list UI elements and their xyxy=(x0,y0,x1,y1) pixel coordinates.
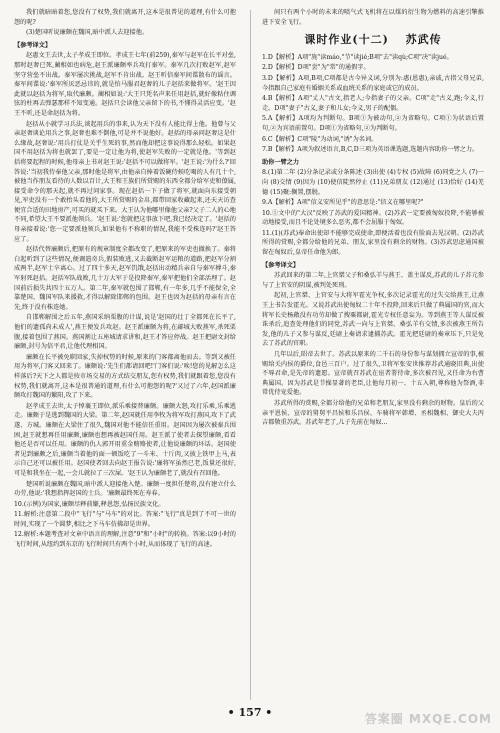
page-number: • 157 • xyxy=(227,706,273,719)
text-paragraph: 赵括代替廉颇后,把原有的规章制度全都改变了,把原来的军吏也撤换了。秦将白起听到了这些情况,便调遣奇兵,假装败逃,又去截断赵军运粮的道路,把赵军分割成两半,赵军士卒离心。过了四十多天,赵军饥饿,赵括出动精兵亲自与秦军搏斗,秦军射死赵括。赵括军队战败,几十万大军于是投降秦军,秦军把他们全部活埋了。赵国前后损失共四十五万人。第二年,秦军就包围了邯郸,有一年多,几乎不能保全,全靠楚国、魏国军队来援救,才得以解除邯郸的包围。赵王也因为赵括的母亲有言在先,终于没有株连她。 xyxy=(14,246,236,311)
answer-item: 11.解析:注意第二段中"飞行"与"马车"的对比。答案:"飞行"真是到了不可一世的时间,实现了一个圆梦,相比之下马车仿佛却是世界。 xyxy=(14,511,236,528)
section-header: 【参考译文】 xyxy=(14,41,52,49)
answer-item: 10.①文中的"大汉"反映了苏武的爱国精神。(2)苏武一定要被匈奴投降,不能够被动地接受,而且不论处境多么恶劣,都不会屈服于匈奴。 xyxy=(262,209,484,227)
answer-item: 8.(1)第二年 (2)分条记录或分条陈述 (3)出使 (4)专权 (5)故障 (6)同党之人 (7)一向 (8)交情 (9)因为 (10)使信陡然停止 (11)兄弟朋友 (12)通过 (13)恰好 (14)羌德 (15)聚:搁置,摆脱。 xyxy=(262,169,484,196)
answer-item: 5.A【解析】A项均为判断句。B项①为被动句,②为省略句。C项①为状语后置句,②为宾语前置句。D项①为省略句,②为判断句。 xyxy=(262,115,484,132)
answer-item: 10.(示例)为国家,廉颇尽释前嫌,释恩怨,弘扬民族文化。 xyxy=(14,500,165,508)
text-paragraph: 廉颇在长平被免职回家,失掉权势的时候,原来的门客都离他而去。等到又被任用为将军,门客又回来了。廉颇说:'先生们都请回吧!'门客们说:'唉!您的见解怎么这样落后?天下之人都是按市场交易的方式结交朋友,您有权势,我们就跟着您,您没有权势,我们就离开,这本是很普通的道理,有什么可抱怨的呢?'又过了六年,赵国派廉颇攻打魏国的繁阳,攻了下来。 xyxy=(14,353,236,400)
watermark-logo: 答案圈 MXQE.COM xyxy=(364,712,492,726)
text-paragraph: 起初,上官桀、上官安与大将军霍光争权,多次记录霍光的过失交给燕王,让燕王上书告发霍光。又说苏武出使匈奴二十年不投降,回来后只做了典属国的官,而大将军长史杨敞没有功劳却做了搜粟都尉,霍光专权任意妄为。等到燕王等人谋反被诛杀后,追查处理他们的同党,苏武一向与上官桀、桑弘羊有交情,多次被燕王所告发,他的儿子又参与谋反,廷尉上奏请求逮捕苏武。霍光把廷尉的奏章压下,只是免去了苏武的官职。 xyxy=(262,292,484,348)
section-header: 【参考译文】 xyxy=(262,261,300,269)
text-paragraph: 间只有两个小时的未来的喷气式飞机将在以煤的衍生物为燃料的高速引擎推进下安全飞行。 xyxy=(262,9,484,26)
text-paragraph: 我们就暗暗着您,您没有了权势,我们就离开,这本是很普见的道理,有什么可抱怨的呢? xyxy=(14,9,236,26)
answer-item: 9.A【解析】A项"信义安所见乎"的意思是:"信义在哪里呢?" xyxy=(262,199,424,207)
answer-item: 6.C【解析】C项"陵"为动词,"诱"为名词。 xyxy=(262,135,378,143)
text-paragraph: (3)楚国听说廉颇在魏国,暗中派人去迎接他。 xyxy=(26,29,149,37)
text-paragraph: 赵孝成王去世,太子悼襄王即位,派乐乘接替廉颇。廉颇大怒,攻打乐乘,乐乘逃走。廉颇于是逃到魏国的大梁。第二年,赵国就任用李牧为将军攻打燕国,攻下了武遂、方城。廉颇在大梁住了很久,魏国对他不能信任重用。赵国因为屡次被秦兵围困,赵王就想再任用廉颇,廉颇也想再被赵国任用。赵王派了使者去探望廉颇,看看他还是否可以任用。廉颇的仇人郭开用重金贿赂使者,让他说廉颇的坏话。赵国使者见到廉颇之后,廉颇当着他的面一顿饭吃了一斗米、十斤肉,又披上铁甲上马,表示自己还可以被任用。赵国使者回去向赵王报告说:'廉将军虽然已老,饭量还很好,可是和我坐在一起,一会儿就拉了三次屎。'赵王认为廉颇老了,就没有召回他。 xyxy=(14,402,236,477)
lesson-title-number: 课时作业(十二) xyxy=(304,33,389,47)
text-paragraph: 赵惠文王去世,太子孝成王即位。孝成王七年(前259),秦军与赵军在长平对垒,那时赵奢已死,蔺相如也病危,赵王派廉颇率兵攻打秦军。秦军几次打败赵军,赵军坚守营垒不出战。秦军屡次挑战,赵军不肯出战。赵王听信秦军间谍散布的谣言。秦军间谍说:'秦军所厌恶忌讳的,就是怕马服君赵奢的儿子赵括来做将军。'赵王因此就以赵括为将军,取代廉颇。蔺相如说:'大王只凭名声来任用赵括,就好像粘住调弦的柱再去弹瑟那样不知变通。赵括只会读他父亲留下的书,不懂得灵活应变。'赵王不听,还是命赵括为将。 xyxy=(14,52,236,117)
text-paragraph: 苏武回来的第二年,上官桀父子和桑弘羊与燕王、盖主谋反,苏武的儿子苏元参与了上官安的阴谋,被判处死刑。 xyxy=(262,272,484,289)
section-header: 助你一臂之力 xyxy=(262,158,300,166)
answer-item: 3.D【解析】A项,B项,C项都是古今异义词,分别为:惠(恩惠),亲戚,古指父母兄弟,今指跟自己家庭有婚姻关系或血统关系的家庭或它的成员。 xyxy=(262,74,484,92)
column-divider xyxy=(250,10,251,700)
text-paragraph: 自邯郸解围之后五年,燕国采纳栗腹的计谋,说是'赵国的壮丁全都死在长平了,他们的遗孤尚未成人',燕王便发兵攻赵。赵王派廉颇为将,在鄗城大败燕军,杀死栗腹,接着包围了燕国。燕国割让五座城请求讲和,赵王才答应停战。赵王把尉文封给廉颇,封号为信平君,让他代理相国。 xyxy=(14,314,236,351)
answer-item: 11.(1)(苏武)奉命出使却不能够完成使命,即便活着也没有脸面去见汉朝。(2)苏武所得的赏赐,全都分给他的兄弟、朋友,家里没有剩余的财物。(3)苏武思虑通国被留在匈奴后,皇帝任命他为郎。 xyxy=(262,229,484,257)
right-column xyxy=(262,8,484,429)
text-paragraph: 几年以后,昭帝去世了。苏武以原来的二千石的身份参与谋划拥立宣帝的事,被赐给关内侯的爵位,食邑三百户。过了很久,卫将军张安世推荐苏武通晓旧典,出使不辱君命,是先帝的遗愿。宣帝就召苏武在宦者署待命,多次被召见,又任命为右曹典属国。因为苏武是节操显著的老臣,让他每月初一、十五入朝,尊称他为祭酒,非常优待宠爱他。 xyxy=(262,351,484,397)
answer-item: 7.B【解析】A项为叙述语言,B,C,D三项为英语课选题,选题内容助你一臂之力。 xyxy=(262,146,479,154)
lesson-title xyxy=(262,35,484,45)
text-paragraph: 赵括从小就学习兵法,谈起用兵的事来,认为天下没有人能比得上他。他曾与父亲赵奢谈论用兵之事,赵奢也难不倒他,可是并不说他好。赵括的母亲问赵奢这是什么缘故,赵奢说:'用兵打仗是关乎生死的事,然而他却把这事说得那么轻松。如果赵国不用赵括为将也就罢了,要是一定让他为将,使赵军失败的一定就是他。'等到赵括将要起程的时候,他母亲上书对赵王说:'赵括不可以做将军。'赵王说:'为什么?'回答说:'当初我侍奉他父亲,那时他是将军,由他亲自捧着饭碗侍候吃喝的人有几十个,被他当作朋友看待的人数以百计,大王和王族们所赏赐的东西全都分给军吏和僚属,接受命令的那天起,就不再过问家事。现在赵括一下子做了将军,就面向东接受朝见,军吏没有一个敢抬头看他的,大王所赏赐的金帛,都带回家收藏起来,还天天访查便宜合适的田地房产,可买的就买下来。大王认为他哪里像他父亲?父子二人的心地不同,希望大王不要派他领兵。'赵王说:'您就把这事放下吧,我已经决定了。'赵括的母亲接着说:'您一定要派他领兵,如果他有不称职的情况,我能不受株连吗?'赵王答应了。 xyxy=(14,120,236,243)
lesson-title-name: 苏武传 xyxy=(405,33,442,47)
answer-item: 2.D【解析】D项"尝"为"常"的通假字。 xyxy=(262,64,370,72)
left-column xyxy=(14,8,236,551)
answer-item: 1.D【解析】A项"旄"读máo,"节"读jié;B项"去"读qù;C项"决"读jué。 xyxy=(262,53,453,61)
answer-item: 12.解析:本题考查对文章中语言的理解,注意"9"和"小时"的转换。答案:以9小时的飞行时间,从纽约到东京的飞行时间只有两个小时,从而体现了飞行的高速。 xyxy=(14,531,236,549)
text-paragraph: 楚国听说廉颇在魏国,暗中派人迎接他入楚。廉颇一度担任楚将,没有建立什么功劳,他说:'我想指挥赵国的士兵。'廉颇最终死在寿春。 xyxy=(14,480,236,498)
text-paragraph: 苏武所得的赏赐,全都分给他的兄弟和老朋友,家里没有剩余的财物。皇后的父亲平恩侯、宣帝的舅舅平昌侯和乐昌侯、车骑将军韩增、丞相魏相、御史大夫丙吉都敬重苏武。苏武年老了,儿子先前在匈奴... xyxy=(262,399,484,427)
answer-item: 4.B【解析】A项"丈人"古文,指老人;今指妻子的父亲。C项"走"古义,跑;今义,行走。D项"妻子"古义,妻子和儿女;今义,男子的配偶。 xyxy=(262,95,484,112)
page xyxy=(14,8,486,708)
